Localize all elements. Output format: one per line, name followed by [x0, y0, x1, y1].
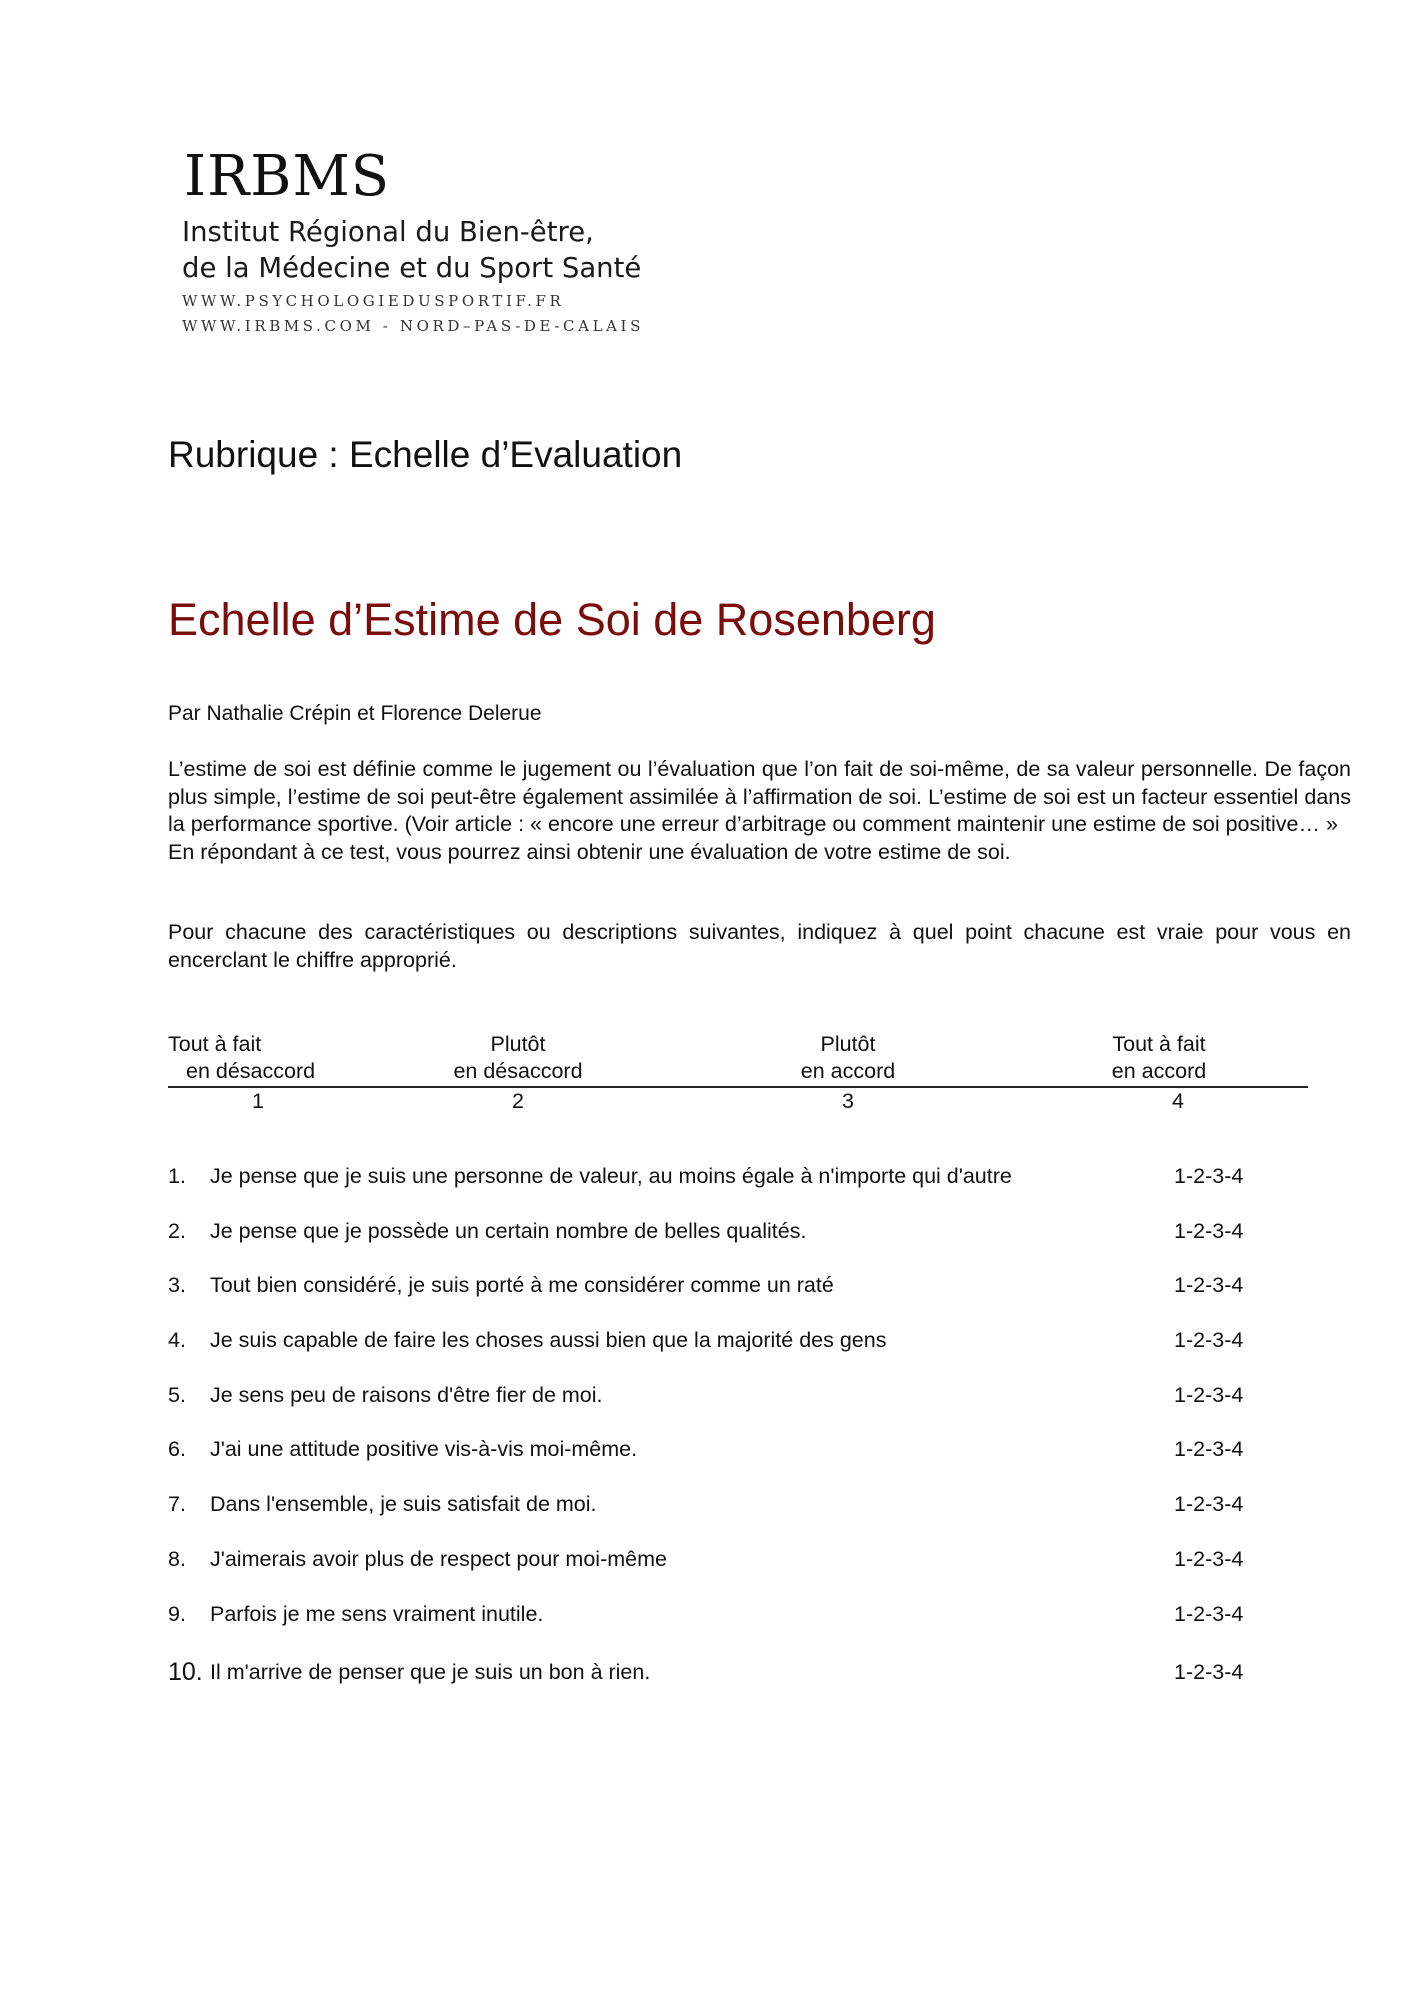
scale-label-4	[1094, 1031, 1224, 1085]
instructions-paragraph: Pour chacune des caractéristiques ou descriptions suivantes, indiquez à quel point chacune est vraie pour vous en encerclant le chiffre approprié.	[168, 920, 1351, 972]
item-response-options[interactable]: 1-2-3-4	[1174, 1273, 1244, 1298]
scale-label-3	[768, 1031, 928, 1085]
intro-text: L’estime de soi est définie comme le jugement ou l’évaluation que l’on fait de soi-même, de sa valeur personnelle. De façon plus simple, l’estime de soi peut-être également assimilée à l’affirmation de soi. L’estime de soi est un facteur essentiel dans la performance sportive. (Voir article : « encore une erreur d’arbitrage ou comment maintenir une estime de soi positive… »	[168, 757, 1351, 836]
questionnaire-item	[168, 1328, 1268, 1383]
irbms-logo-block	[182, 146, 644, 339]
item-number: 10.	[168, 1658, 203, 1687]
questionnaire-item	[168, 1437, 1268, 1492]
institute-name-line1: Institut Régional du Bien-être,	[182, 216, 594, 248]
intro-paragraph	[168, 756, 1351, 866]
scale-value-3: 3	[842, 1089, 854, 1113]
questionnaire-item	[168, 1660, 1268, 1715]
item-text: Je pense que je possède un certain nombre de belles qualités.	[210, 1218, 807, 1243]
authors-line: Par Nathalie Crépin et Florence Delerue	[168, 702, 542, 725]
questionnaire-items	[168, 1164, 1268, 1715]
item-text: Je suis capable de faire les choses aussi bien que la majorité des gens	[210, 1328, 887, 1353]
item-response-options[interactable]: 1-2-3-4	[1174, 1218, 1244, 1243]
item-response-options[interactable]: 1-2-3-4	[1174, 1492, 1244, 1517]
scale-label-3-line1: Plutôt	[820, 1032, 876, 1056]
item-number: 3.	[168, 1273, 186, 1298]
intro-text-last-line: En répondant à ce test, vous pourrez ainsi obtenir une évaluation de votre estime de soi.	[168, 839, 1011, 864]
scale-divider-line	[168, 1086, 1308, 1088]
scale-label-2-line1: Plutôt	[490, 1032, 546, 1056]
questionnaire-item	[168, 1383, 1268, 1438]
questionnaire-item	[168, 1273, 1268, 1328]
item-response-options[interactable]: 1-2-3-4	[1174, 1437, 1244, 1462]
item-text: Parfois je me sens vraiment inutile.	[210, 1601, 544, 1626]
questionnaire-item	[168, 1219, 1268, 1274]
questionnaire-item	[168, 1547, 1268, 1602]
item-response-options[interactable]: 1-2-3-4	[1174, 1328, 1244, 1353]
item-text: Je pense que je suis une personne de valeur, au moins égale à n'importe qui d'autre	[210, 1164, 1012, 1188]
document-title: Echelle d’Estime de Soi de Rosenberg	[168, 594, 936, 645]
scale-label-1-line1: Tout à fait	[168, 1032, 262, 1056]
item-response-options[interactable]: 1-2-3-4	[1174, 1546, 1244, 1571]
item-number: 4.	[168, 1328, 186, 1353]
item-number: 7.	[168, 1492, 186, 1517]
scale-value-4: 4	[1172, 1089, 1184, 1113]
item-text: J'aimerais avoir plus de respect pour moi-même	[210, 1546, 667, 1571]
item-response-options[interactable]: 1-2-3-4	[1174, 1660, 1244, 1685]
scale-label-4-line1: Tout à fait	[1112, 1032, 1206, 1056]
scale-label-1-line2: en désaccord	[186, 1059, 316, 1083]
scale-label-1	[168, 1031, 318, 1085]
item-text: Tout bien considéré, je suis porté à me considérer comme un raté	[210, 1273, 834, 1298]
item-response-options[interactable]: 1-2-3-4	[1174, 1382, 1244, 1407]
scale-label-3-line2: en accord	[800, 1059, 896, 1083]
logo-name: IRBMS	[184, 144, 391, 209]
item-response-options[interactable]: 1-2-3-4	[1174, 1601, 1244, 1626]
item-text: Il m'arrive de penser que je suis un bon à rien.	[210, 1660, 651, 1685]
item-text: Je sens peu de raisons d'être fier de moi.	[210, 1382, 603, 1407]
response-scale	[168, 1031, 1308, 1131]
item-number: 8.	[168, 1546, 186, 1571]
item-response-options[interactable]: 1-2-3-4	[1174, 1164, 1244, 1188]
questionnaire-item	[168, 1164, 1268, 1219]
scale-label-2	[438, 1031, 598, 1085]
scale-value-1: 1	[252, 1089, 264, 1113]
website-irbms: WWW.IRBMS.COM - NORD–PAS-DE-CALAIS	[182, 317, 644, 335]
item-number: 9.	[168, 1601, 186, 1626]
item-number: 5.	[168, 1382, 186, 1407]
scale-label-2-line2: en désaccord	[453, 1059, 583, 1083]
questionnaire-item	[168, 1492, 1268, 1547]
item-number: 6.	[168, 1437, 186, 1462]
scale-value-2: 2	[512, 1089, 524, 1113]
questionnaire-item	[168, 1602, 1268, 1657]
rubrique-heading: Rubrique : Echelle d’Evaluation	[168, 434, 683, 475]
scale-label-4-line2: en accord	[1111, 1059, 1207, 1083]
item-number: 2.	[168, 1218, 186, 1243]
item-text: J'ai une attitude positive vis-à-vis moi-même.	[210, 1437, 638, 1462]
item-number: 1.	[168, 1164, 186, 1188]
website-psychologiedusportif: WWW.PSYCHOLOGIEDUSPORTIF.FR	[182, 292, 565, 310]
institute-name-line2: de la Médecine et du Sport Santé	[182, 252, 642, 284]
item-text: Dans l'ensemble, je suis satisfait de moi.	[210, 1492, 597, 1517]
